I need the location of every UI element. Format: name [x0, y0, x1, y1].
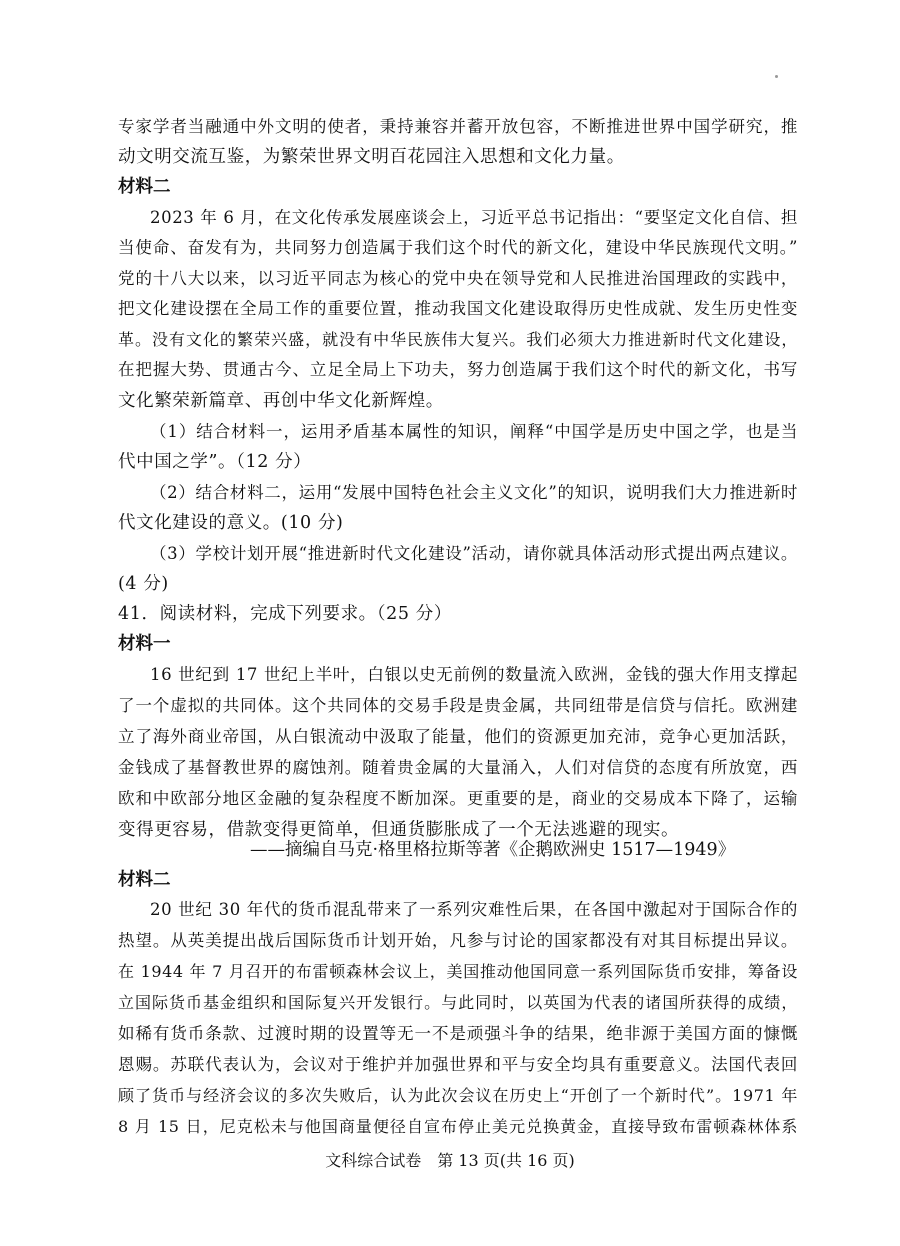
question-1-line-1: （1）结合材料一，运用矛盾基本属性的知识，阐释“中国学是历史中国之学，也是当 [150, 422, 798, 441]
material-2b-line-5: 如稀有货币条款、过渡时期的设置等无一不是顽强斗争的结果，绝非源于美国方面的慷慨 [118, 1024, 798, 1043]
material-2b-line-4: 立国际货币基金组织和国际复兴开发银行。与此同时，以英国为代表的诸国所获得的成绩， [118, 993, 798, 1012]
material-2b-line-2: 热望。从英美提出战后国际货币计划开始，凡参与讨论的国家都没有对其目标提出异议。 [118, 931, 798, 950]
material-2-line-3: 党的十八大以来，以习近平同志为核心的党中央在领导党和人民推进治国理政的实践中， [118, 269, 798, 288]
question-41-title: 41．阅读材料，完成下列要求。（25 分） [118, 604, 452, 624]
material-2-line-4: 把文化建设摆在全局工作的重要位置，推动我国文化建设取得历史性成就、发生历史性变 [118, 299, 798, 318]
material-2-line-6: 在把握大势、贯通古今、立足全局上下功夫，努力创造属于我们这个时代的新文化，书写 [118, 360, 798, 379]
question-2-line-1: （2）结合材料二，运用“发展中国特色社会主义文化”的知识，说明我们大力推进新时 [150, 483, 798, 502]
scan-speck [775, 75, 778, 78]
material-2-line-5: 革。没有文化的繁荣兴盛，就没有中华民族伟大复兴。我们必须大力推进新时代文化建设， [118, 330, 798, 349]
material-2-line-2: 当使命、奋发有为，共同努力创造属于我们这个时代的新文化，建设中华民族现代文明。” [118, 238, 798, 257]
question-3-line-2: (4 分) [118, 574, 169, 594]
material-1-source: ——摘编自马克·格里格拉斯等著《企鹅欧洲史 1517—1949》 [250, 840, 736, 860]
question-2-line-2: 代文化建设的意义。(10 分) [118, 513, 344, 533]
intro-line-2: 动文明交流互鉴，为繁荣世界文明百花园注入思想和文化力量。 [118, 147, 625, 167]
page-footer: 文科综合试卷 第 13 页(共 16 页) [325, 1151, 575, 1170]
material-1-line-1: 16 世纪到 17 世纪上半叶，白银以史无前例的数量流入欧洲，金钱的强大作用支撑起 [150, 665, 798, 684]
section-heading-material-2: 材料二 [118, 177, 171, 197]
question-3-line-1: （3）学校计划开展“推进新时代文化建设”活动，请你就具体活动形式提出两点建议。 [150, 544, 798, 563]
material-2-line-7: 文化繁荣新篇章、再创中华文化新辉煌。 [118, 391, 444, 411]
material-2-line-1: 2023 年 6 月，在文化传承发展座谈会上，习近平总书记指出：“要坚定文化自信、担 [150, 208, 798, 227]
material-1-line-3: 立了海外商业帝国，从白银流动中汲取了能量，他们的资源更加充沛，竞争心更加活跃， [118, 727, 798, 746]
material-2b-line-3: 在 1944 年 7 月召开的布雷顿森林会议上，美国推动他国同意一系列国际货币安排，筹备设 [118, 962, 798, 981]
material-1-line-4: 金钱成了基督教世界的腐蚀剂。随着贵金属的大量涌入，人们对信贷的态度有所放宽，西 [118, 758, 798, 777]
material-1-line-2: 了一个虚拟的共同体。这个共同体的交易手段是贵金属，共同纽带是信贷与信托。欧洲建 [118, 696, 798, 715]
material-2b-line-6: 恩赐。苏联代表认为，会议对于维护并加强世界和平与安全均具有重要意义。法国代表回 [118, 1055, 798, 1074]
material-1-line-5: 欧和中欧部分地区金融的复杂程度不断加深。更重要的是，商业的交易成本下降了，运输 [118, 789, 798, 808]
material-2b-line-8: 8 月 15 日，尼克松未与他国商量便径自宣布停止美元兑换黄金，直接导致布雷顿森林体系 [118, 1117, 798, 1136]
material-2b-line-7: 顾了货币与经济会议的多次失败后，认为此次会议在历史上“开创了一个新时代”。1971 年 [118, 1086, 798, 1105]
material-2b-line-1: 20 世纪 30 年代的货币混乱带来了一系列灾难性后果，在各国中激起对于国际合作的 [150, 900, 798, 919]
question-1-line-2: 代中国之学”。（12 分） [118, 452, 312, 472]
section-heading-material-1: 材料一 [118, 634, 171, 654]
material-1-line-6: 变得更容易，借款变得更简单，但通货膨胀成了一个无法逃避的现实。 [118, 820, 680, 840]
intro-line-1: 专家学者当融通中外文明的使者，秉持兼容并蓄开放包容，不断推进世界中国学研究，推 [118, 117, 798, 136]
section-heading-material-2b: 材料二 [118, 870, 171, 890]
